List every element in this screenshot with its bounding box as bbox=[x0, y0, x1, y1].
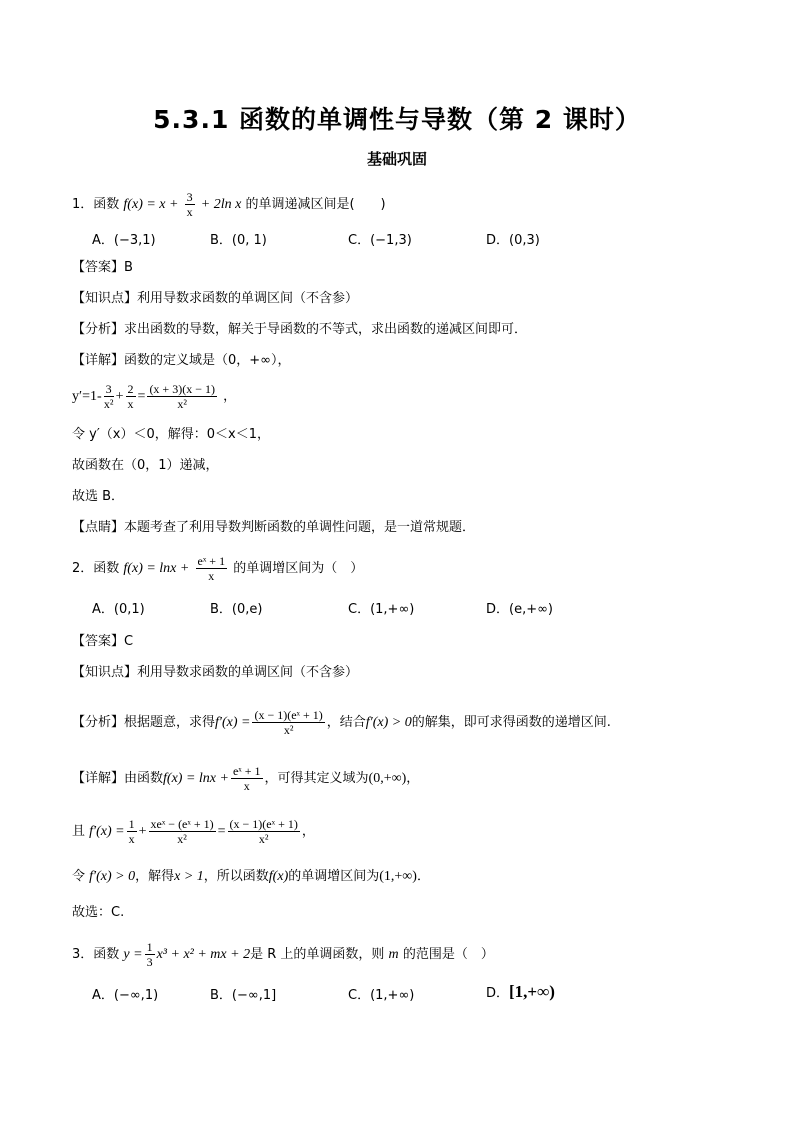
punctuation: ． bbox=[416, 869, 430, 884]
numerator: (x − 1)(eˣ + 1) bbox=[229, 817, 298, 831]
question-text: 是 R 上的单调函数，则 bbox=[250, 947, 385, 962]
function-expression: f(x) = lnx + bbox=[163, 771, 229, 786]
numerator: 3 bbox=[186, 190, 193, 204]
denominator: x² bbox=[258, 832, 269, 846]
fraction bbox=[104, 382, 114, 411]
analysis-line bbox=[72, 708, 611, 737]
page-title: 5.3.1 函数的单调性与导数（第 2 课时） bbox=[153, 105, 641, 134]
detail-text: 且 bbox=[72, 824, 86, 839]
numerator: eˣ + 1 bbox=[232, 764, 261, 778]
derivative-formula bbox=[72, 382, 236, 411]
function-expression-tail: + 2ln x bbox=[200, 197, 242, 212]
answer-line: 【答案】B bbox=[72, 260, 133, 275]
analysis-text: ，结合 bbox=[326, 715, 366, 730]
option-c: C．(1,+∞) bbox=[348, 988, 415, 1003]
denominator: x² bbox=[177, 832, 187, 846]
denominator: x bbox=[127, 397, 134, 411]
numerator: (x − 1)(eˣ + 1) bbox=[254, 708, 323, 722]
option-c: C．(1,+∞) bbox=[348, 602, 415, 617]
domain-interval: (0,+∞) bbox=[368, 771, 407, 786]
numerator: 2 bbox=[127, 382, 134, 396]
option-a: A．(−3,1) bbox=[92, 233, 156, 248]
derivative-line bbox=[72, 817, 315, 846]
option-value: [1,+∞) bbox=[509, 982, 555, 1001]
numerator: 3 bbox=[105, 382, 112, 396]
plus-sign: + bbox=[115, 389, 124, 404]
interval: (1,+∞) bbox=[379, 869, 417, 884]
numerator: xeˣ − (eˣ + 1) bbox=[150, 817, 214, 831]
numerator: (x + 3)(x − 1) bbox=[149, 382, 215, 396]
numerator: eˣ + 1 bbox=[197, 554, 226, 568]
fraction bbox=[252, 708, 324, 737]
denominator: x² bbox=[103, 397, 114, 411]
question-text: 的单调递减区间是( ) bbox=[245, 197, 386, 212]
fraction bbox=[185, 190, 195, 219]
answer-line: 【答案】C bbox=[72, 634, 134, 649]
punctuation: ， bbox=[406, 771, 420, 786]
denominator: x² bbox=[283, 723, 294, 737]
derivative-expression: f′(x) = bbox=[89, 824, 125, 839]
analysis-line: 【分析】求出函数的导数，解关于导函数的不等式，求出函数的递减区间即可． bbox=[72, 322, 528, 337]
fraction bbox=[147, 382, 217, 411]
fraction bbox=[231, 764, 263, 793]
inequality: f′(x) > 0 bbox=[365, 715, 412, 730]
detail-text: ，解得 bbox=[135, 869, 175, 884]
fraction bbox=[145, 940, 155, 969]
detail-text: ，可得其定义域为 bbox=[264, 771, 369, 786]
numerator: 1 bbox=[146, 940, 153, 954]
derivative-lhs: y′=1- bbox=[72, 389, 102, 404]
function-expression: f(x) = lnx + bbox=[123, 561, 190, 576]
option-d bbox=[486, 982, 555, 1002]
option-a: A．(0,1) bbox=[92, 602, 145, 617]
function-expression: y = bbox=[123, 947, 143, 962]
detail-text: 令 bbox=[72, 869, 86, 884]
denominator: x bbox=[128, 832, 135, 846]
detail-line: 【详解】函数的定义域是（0，+∞）， bbox=[72, 353, 291, 368]
option-b: B．(0,e) bbox=[210, 602, 263, 617]
option-c: C．(−1,3) bbox=[348, 233, 412, 248]
function-expression: f(x) = x + bbox=[123, 197, 179, 212]
option-d: D．(0,3) bbox=[486, 233, 540, 248]
fraction bbox=[126, 382, 136, 411]
numerator: 1 bbox=[128, 817, 135, 831]
question-text: 的范围是（ ） bbox=[402, 947, 494, 962]
choose-line: 故选：C. bbox=[72, 905, 125, 920]
denominator: 3 bbox=[146, 955, 153, 969]
parameter: m bbox=[388, 947, 399, 962]
knowledge-line: 【知识点】利用导数求函数的单调区间（不含参） bbox=[72, 665, 359, 680]
knowledge-line: 【知识点】利用导数求函数的单调区间（不含参） bbox=[72, 291, 359, 306]
detail-line bbox=[72, 868, 430, 886]
detail-text: 的单调增区间为 bbox=[288, 869, 380, 884]
option-d: D．(e,+∞) bbox=[486, 602, 554, 617]
detail-line bbox=[72, 764, 419, 793]
plus-sign: + bbox=[138, 824, 147, 839]
fraction bbox=[228, 817, 300, 846]
detail-text: ，所以函数 bbox=[203, 869, 269, 884]
inequality: f′(x) > 0 bbox=[89, 869, 136, 884]
comment-line: 【点睛】本题考查了利用导数判断函数的单调性问题，是一道常规题． bbox=[72, 520, 476, 535]
analysis-text: 【分析】根据题意，求得 bbox=[72, 715, 216, 730]
option-label: D． bbox=[486, 986, 510, 1001]
question-number: 1．函数 bbox=[72, 197, 120, 212]
option-a: A．(−∞,1) bbox=[92, 988, 159, 1003]
punctuation: ， bbox=[223, 389, 237, 404]
function-expression-tail: x³ + x² + mx + 2 bbox=[156, 947, 251, 962]
denominator: x bbox=[186, 205, 193, 219]
denominator: x bbox=[243, 779, 250, 793]
question-3-stem bbox=[72, 940, 494, 969]
punctuation: ， bbox=[301, 824, 315, 839]
question-2-stem bbox=[72, 554, 363, 583]
equals-sign: = bbox=[217, 824, 226, 839]
analysis-text: 的解集，即可求得函数的递增区间. bbox=[411, 715, 611, 730]
denominator: x² bbox=[177, 397, 187, 411]
detail-text: 【详解】由函数 bbox=[72, 771, 164, 786]
detail-line: 故选 B． bbox=[72, 489, 125, 504]
function-expression: f(x) bbox=[268, 869, 289, 884]
fraction bbox=[196, 554, 228, 583]
equals-sign: = bbox=[137, 389, 146, 404]
question-number: 3．函数 bbox=[72, 947, 120, 962]
fraction bbox=[149, 817, 216, 846]
question-text: 的单调增区间为（ ） bbox=[233, 561, 364, 576]
option-b: B．(0, 1) bbox=[210, 233, 267, 248]
question-1-stem bbox=[72, 190, 386, 219]
detail-line: 故函数在（0，1）递减， bbox=[72, 458, 219, 473]
derivative-expression: f′(x) = bbox=[215, 715, 251, 730]
question-number: 2．函数 bbox=[72, 561, 120, 576]
denominator: x bbox=[208, 569, 215, 583]
fraction bbox=[127, 817, 137, 846]
inequality: x > 1 bbox=[174, 869, 204, 884]
section-heading: 基础巩固 bbox=[366, 150, 427, 168]
detail-line: 令 y′（x）＜0，解得：0＜x＜1， bbox=[72, 427, 270, 442]
option-b: B．(−∞,1] bbox=[210, 988, 277, 1003]
